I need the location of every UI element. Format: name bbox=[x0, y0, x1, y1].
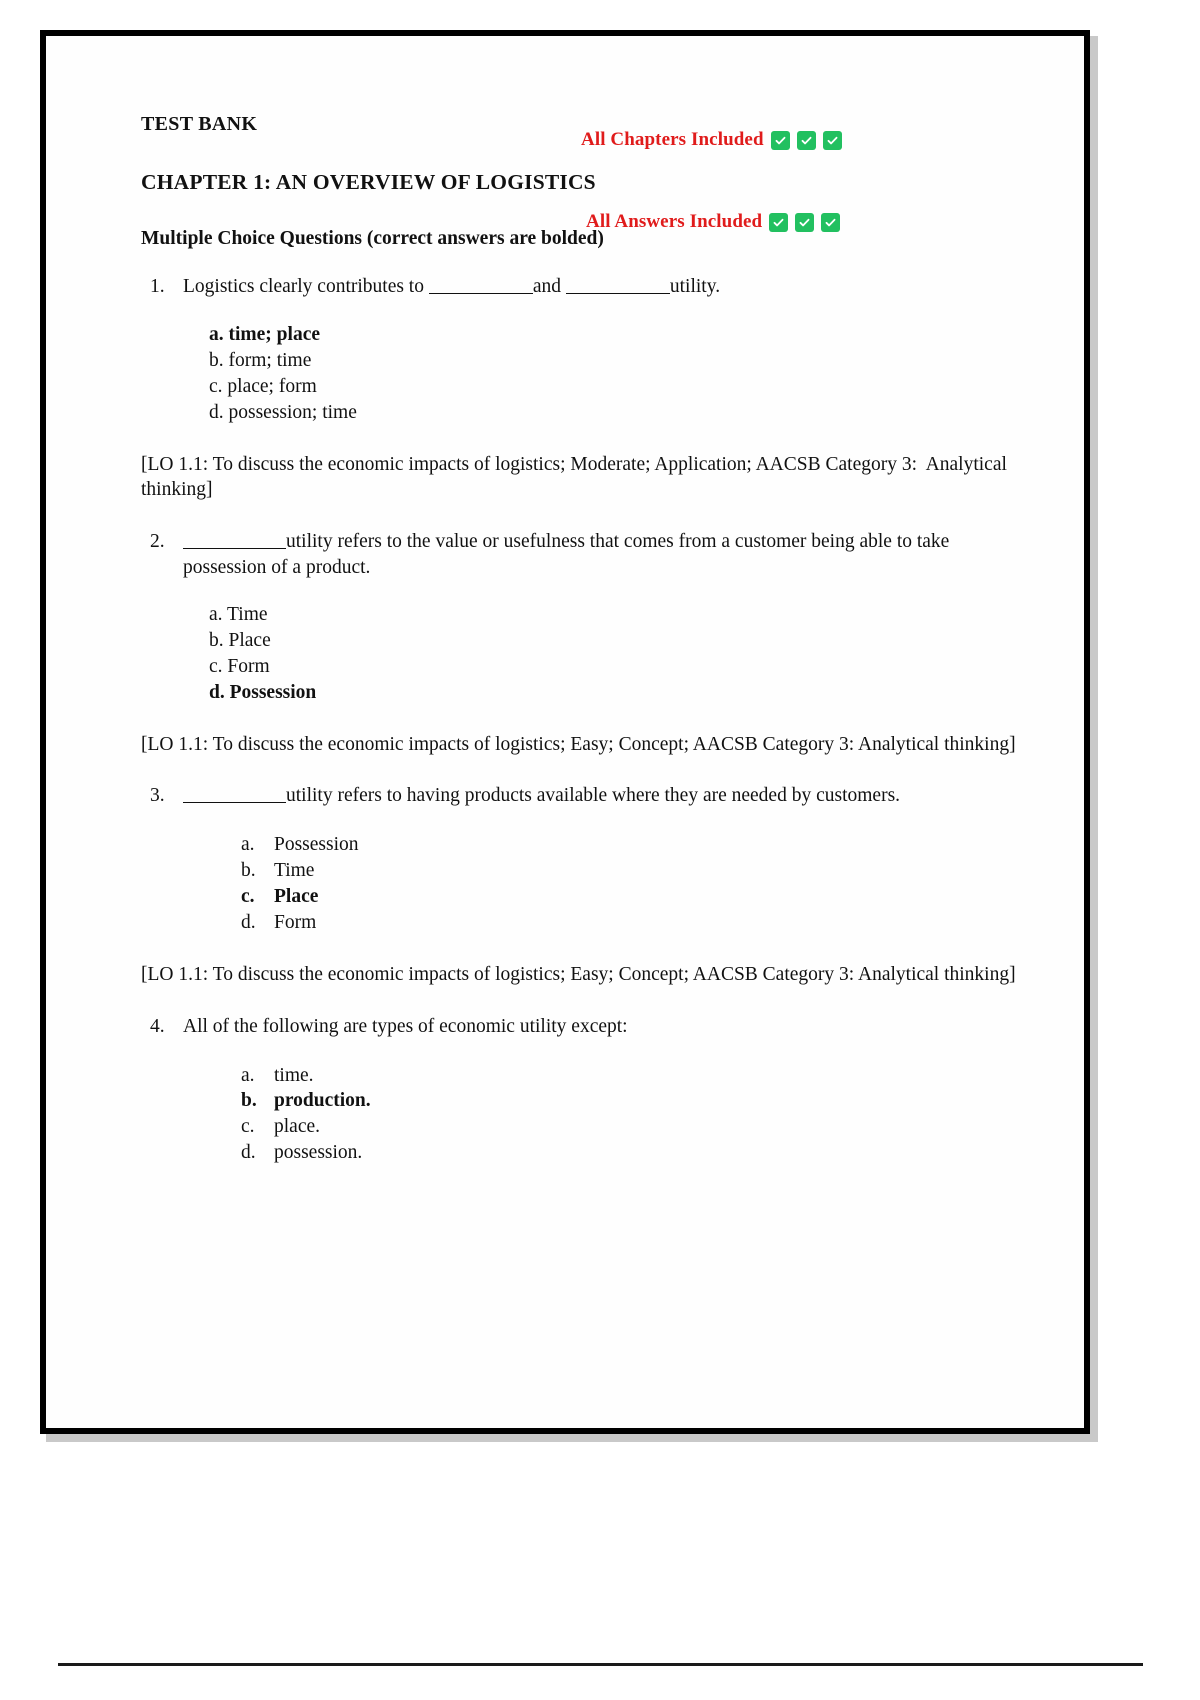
option-a: a. Time bbox=[209, 603, 268, 625]
question-1-number: 1. bbox=[150, 276, 165, 298]
option-d bbox=[241, 910, 1021, 936]
option-d bbox=[241, 1140, 1021, 1166]
question-1-text bbox=[183, 274, 1021, 299]
question-4-line bbox=[150, 1014, 1021, 1040]
question-2-number: 2. bbox=[150, 531, 165, 553]
option-d-text: Form bbox=[274, 911, 317, 933]
option-a bbox=[241, 1063, 1021, 1089]
option-c: c. Form bbox=[209, 655, 270, 677]
fill-blank bbox=[183, 802, 286, 803]
document-content bbox=[141, 111, 1021, 1166]
question-1-text-middle: and bbox=[532, 276, 566, 298]
question-4-text: All of the following are types of economic utility except: bbox=[183, 1015, 628, 1037]
question-1-text-before: Logistics clearly contributes to bbox=[183, 276, 429, 298]
option-d-letter: d. bbox=[241, 911, 256, 933]
footer-divider bbox=[58, 1663, 1143, 1666]
option-d-text: possession. bbox=[274, 1142, 363, 1164]
question-1 bbox=[141, 274, 1021, 503]
question-2-learning-objective: [LO 1.1: To discuss the economic impacts of logistics; Easy; Concept; AACSB Category 3: Analytical thinking] bbox=[141, 733, 1016, 755]
option-c-text: place. bbox=[274, 1116, 321, 1138]
option-b-letter: b. bbox=[241, 860, 256, 882]
question-3-options bbox=[241, 832, 1021, 936]
option-b: b. form; time bbox=[209, 349, 312, 371]
fill-blank bbox=[566, 293, 670, 294]
document-frame bbox=[40, 30, 1090, 1434]
question-2-options bbox=[209, 602, 1021, 706]
option-b: b. Place bbox=[209, 629, 271, 651]
question-4 bbox=[141, 1014, 1021, 1167]
document-page bbox=[46, 36, 1084, 1428]
option-c: c. place; form bbox=[209, 375, 317, 397]
question-1-learning-objective: [LO 1.1: To discuss the economic impacts of logistics; Moderate; Application; AACSB Category 3: Analytical thinking] bbox=[141, 453, 1012, 501]
question-3-line bbox=[150, 783, 1021, 809]
question-2 bbox=[141, 529, 1021, 757]
question-1-line bbox=[150, 274, 1021, 300]
question-4-options bbox=[241, 1063, 1021, 1167]
option-a-letter: a. bbox=[241, 1064, 255, 1086]
option-d: d. possession; time bbox=[209, 401, 357, 423]
option-b-text: Time bbox=[274, 860, 315, 882]
question-3-text bbox=[183, 783, 1021, 808]
question-2-text bbox=[183, 529, 1021, 580]
question-3-number: 3. bbox=[150, 785, 165, 807]
option-d-letter: d. bbox=[241, 1142, 256, 1164]
option-a-letter: a. bbox=[241, 834, 255, 856]
fill-blank bbox=[183, 548, 286, 549]
option-a: a. time; place bbox=[209, 324, 321, 346]
heading-multiple-choice: Multiple Choice Questions (correct answers are bolded) bbox=[141, 228, 604, 250]
option-b-text: production. bbox=[274, 1090, 371, 1112]
option-c bbox=[241, 1114, 1021, 1140]
option-a-text: Possession bbox=[274, 834, 359, 856]
question-1-text-after: utility. bbox=[669, 276, 721, 298]
option-b bbox=[241, 858, 1021, 884]
option-b-letter: b. bbox=[241, 1090, 257, 1112]
question-2-line bbox=[150, 529, 1021, 580]
option-b bbox=[241, 1088, 1021, 1114]
fill-blank bbox=[429, 293, 533, 294]
option-c-letter: c. bbox=[241, 886, 255, 908]
promo-all-answers-label: All Answers Included bbox=[586, 211, 763, 232]
question-3 bbox=[141, 783, 1021, 987]
option-a bbox=[241, 832, 1021, 858]
question-1-options bbox=[209, 322, 1021, 426]
question-3-learning-objective: [LO 1.1: To discuss the economic impacts of logistics; Easy; Concept; AACSB Category 3: Analytical thinking] bbox=[141, 963, 1016, 985]
question-2-text-after: utility refers to the value or usefulness that comes from a customer being able to take possession of a product. bbox=[183, 531, 950, 578]
question-3-text-after: utility refers to having products available where they are needed by customers. bbox=[286, 785, 901, 807]
option-a-text: time. bbox=[274, 1064, 314, 1086]
heading-chapter-title: CHAPTER 1: AN OVERVIEW OF LOGISTICS bbox=[141, 169, 596, 194]
option-c-letter: c. bbox=[241, 1116, 255, 1138]
option-d: d. Possession bbox=[209, 681, 317, 703]
heading-test-bank: TEST BANK bbox=[141, 113, 258, 135]
option-c-text: Place bbox=[274, 886, 319, 908]
promo-all-chapters-label: All Chapters Included bbox=[581, 129, 764, 150]
option-c bbox=[241, 884, 1021, 910]
question-4-number: 4. bbox=[150, 1015, 165, 1037]
